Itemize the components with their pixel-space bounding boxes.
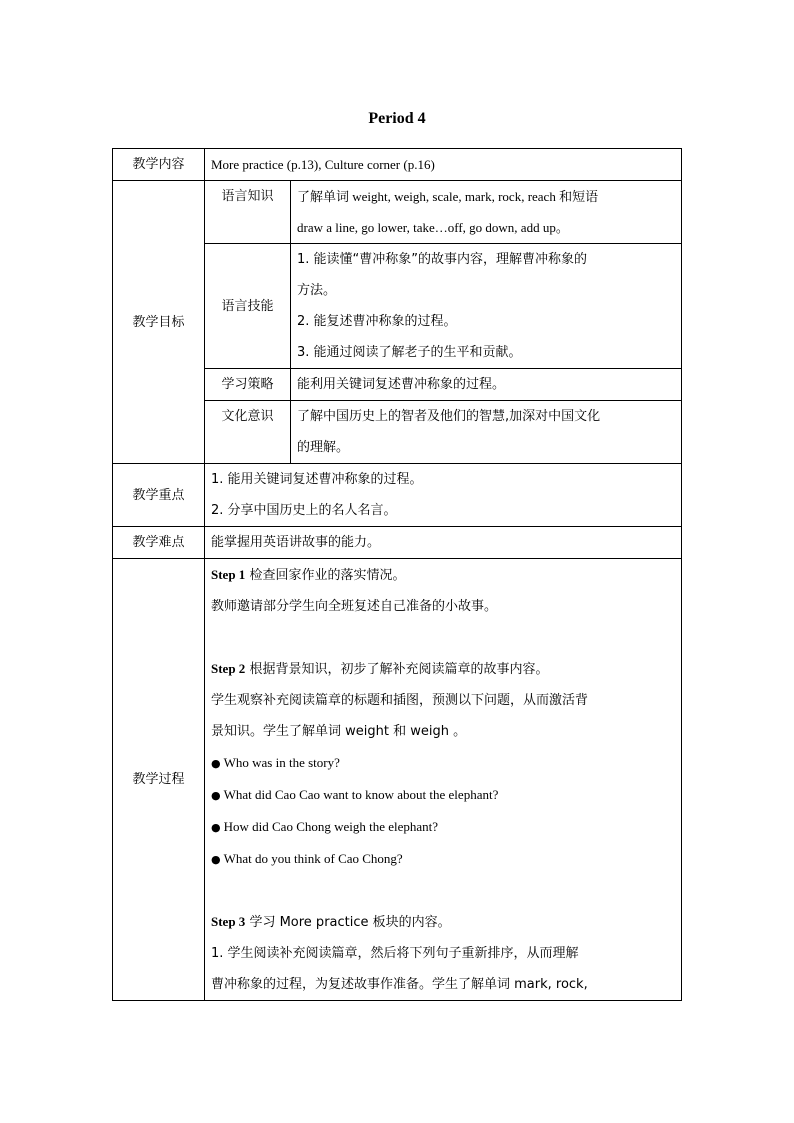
- value-teaching-process: [205, 559, 682, 1001]
- difficulties-line: 能掌握用英语讲故事的能力。: [211, 535, 381, 550]
- value-learning-strategy: [291, 369, 682, 401]
- language-skills-line: 2. 能复述曹冲称象的过程。: [297, 314, 457, 329]
- row-difficulties: [113, 527, 682, 559]
- step2-title: 根据背景知识，初步了解补充阅读篇章的故事内容。: [245, 662, 549, 677]
- language-knowledge-line: draw a line, go lower, take…off, go down, add up。: [297, 220, 569, 235]
- step1-title: 检查回家作业的落实情况。: [245, 568, 406, 583]
- language-knowledge-line: 了解单词 weight, weigh, scale, mark, rock, reach 和短语: [297, 189, 599, 204]
- row-key-points: [113, 464, 682, 527]
- cultural-awareness-line: 了解中国历史上的智者及他们的智慧,加深对中国文化: [297, 409, 601, 424]
- label-teaching-objectives: 教学目标: [113, 181, 205, 464]
- step3-title: 学习 More practice 板块的内容。: [245, 915, 451, 930]
- value-key-points: [205, 464, 682, 527]
- step2-number: Step 2: [211, 661, 246, 676]
- label-language-skills: 语言技能: [205, 244, 291, 369]
- label-learning-strategy: 学习策略: [205, 369, 291, 401]
- step2-bullet-item: [211, 747, 675, 779]
- learning-strategy-line: 能利用关键词复述曹冲称象的过程。: [297, 377, 506, 392]
- step2-heading: [211, 653, 675, 685]
- bullet-icon: ●: [211, 821, 221, 834]
- step2-bullet-text: How did Cao Chong weigh the elephant?: [223, 819, 439, 834]
- step3-line: 曹冲称象的过程，为复述故事作准备。学生了解单词 mark, rock,: [211, 977, 588, 992]
- teaching-content-text: More practice (p.13), Culture corner (p.16): [211, 157, 435, 172]
- spacer: [211, 875, 675, 906]
- label-key-points: 教学重点: [113, 464, 205, 527]
- step2-line: 学生观察补充阅读篇章的标题和插图，预测以下问题，从而激活背: [211, 693, 589, 708]
- value-language-skills: [291, 244, 682, 369]
- step3-number: Step 3: [211, 914, 246, 929]
- label-difficulties: 教学难点: [113, 527, 205, 559]
- value-difficulties: [205, 527, 682, 559]
- cultural-awareness-line: 的理解。: [297, 440, 350, 455]
- page-title: Period 4: [368, 110, 426, 127]
- step1-heading: [211, 559, 675, 591]
- lesson-plan-table: [112, 148, 682, 1001]
- step3-line: 1. 学生阅读补充阅读篇章，然后将下列句子重新排序，从而理解: [211, 946, 579, 961]
- row-teaching-process: [113, 559, 682, 1001]
- step2-line: 景知识。学生了解单词 weight 和 weigh 。: [211, 724, 467, 739]
- bullet-icon: ●: [211, 789, 221, 802]
- language-skills-line: 1. 能读懂“曹冲称象”的故事内容，理解曹冲称象的: [297, 252, 588, 267]
- step2-bullet-text: What did Cao Cao want to know about the elephant?: [223, 787, 499, 802]
- step3-heading: [211, 906, 675, 938]
- bullet-icon: ●: [211, 853, 221, 866]
- label-language-knowledge: 语言知识: [205, 181, 291, 244]
- step2-bullet-item: [211, 811, 675, 843]
- step2-bullet-item: [211, 843, 675, 875]
- step2-bullet-text: Who was in the story?: [223, 755, 340, 770]
- value-language-knowledge: [291, 181, 682, 244]
- value-teaching-content: [205, 149, 682, 181]
- key-points-line: 2. 分享中国历史上的名人名言。: [211, 503, 397, 518]
- step1-line: 教师邀请部分学生向全班复述自己准备的小故事。: [211, 599, 498, 614]
- row-teaching-content: [113, 149, 682, 181]
- key-points-line: 1. 能用关键词复述曹冲称象的过程。: [211, 472, 423, 487]
- step2-bullet-item: [211, 779, 675, 811]
- row-language-knowledge: [113, 181, 682, 244]
- language-skills-line: 方法。: [297, 283, 337, 298]
- step2-bullet-text: What do you think of Cao Chong?: [223, 851, 403, 866]
- language-skills-line: 3. 能通过阅读了解老子的生平和贡献。: [297, 345, 522, 360]
- bullet-icon: ●: [211, 757, 221, 770]
- label-cultural-awareness: 文化意识: [205, 401, 291, 464]
- label-teaching-process: 教学过程: [113, 559, 205, 1001]
- value-cultural-awareness: [291, 401, 682, 464]
- label-teaching-content: 教学内容: [113, 149, 205, 181]
- spacer: [211, 622, 675, 653]
- step1-number: Step 1: [211, 567, 246, 582]
